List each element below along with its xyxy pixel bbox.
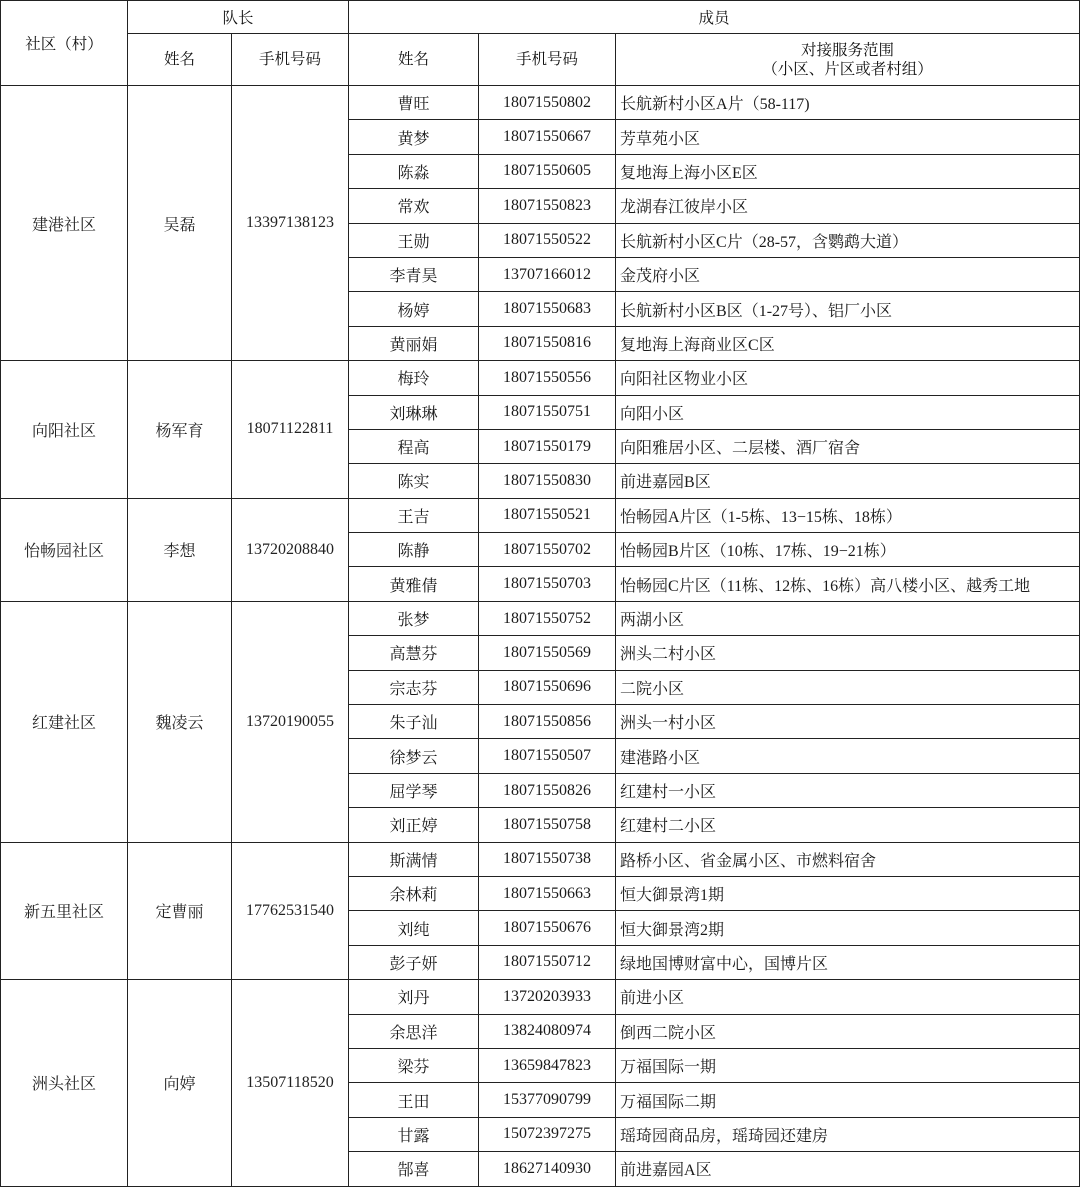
member-name-cell: 郜喜 <box>349 1152 479 1186</box>
member-phone-cell: 18071550179 <box>479 429 616 463</box>
community-cell: 红建社区 <box>1 601 128 842</box>
member-name-cell: 陈淼 <box>349 154 479 188</box>
member-phone-cell: 15377090799 <box>479 1083 616 1117</box>
member-name-cell: 常欢 <box>349 189 479 223</box>
service-scope-cell: 长航新村小区C片（28-57，含鹦鹉大道） <box>616 223 1080 257</box>
member-name-cell: 梁芬 <box>349 1048 479 1082</box>
member-name-cell: 程高 <box>349 429 479 463</box>
member-name-cell: 黄梦 <box>349 120 479 154</box>
service-scope-cell: 万福国际一期 <box>616 1048 1080 1082</box>
service-scope-cell: 复地海上海商业区C区 <box>616 326 1080 360</box>
service-scope-cell: 两湖小区 <box>616 601 1080 635</box>
service-scope-cell: 红建村一小区 <box>616 773 1080 807</box>
leader-phone-cell: 18071122811 <box>232 361 349 499</box>
header-service-scope-line2: （小区、片区或者村组） <box>762 59 933 78</box>
service-scope-cell: 向阳雅居小区、二层楼、酒厂宿舍 <box>616 429 1080 463</box>
member-phone-cell: 18071550738 <box>479 842 616 876</box>
member-name-cell: 杨婷 <box>349 292 479 326</box>
table-row <box>1 980 1080 1014</box>
service-scope-cell: 金茂府小区 <box>616 257 1080 291</box>
service-scope-cell: 长航新村小区A片（58-117) <box>616 86 1080 120</box>
community-cell: 怡畅园社区 <box>1 498 128 601</box>
member-name-cell: 屈学琴 <box>349 773 479 807</box>
header-service-scope-line1: 对接服务范围 <box>801 40 895 59</box>
service-scope-cell: 芳草苑小区 <box>616 120 1080 154</box>
leader-phone-cell: 13720208840 <box>232 498 349 601</box>
header-leader-name: 姓名 <box>128 34 232 86</box>
service-scope-cell: 倒西二院小区 <box>616 1014 1080 1048</box>
member-phone-cell: 18071550683 <box>479 292 616 326</box>
member-phone-cell: 18071550522 <box>479 223 616 257</box>
table-body <box>1 86 1080 1187</box>
member-name-cell: 李青昊 <box>349 257 479 291</box>
header-leader-phone: 手机号码 <box>232 34 349 86</box>
service-scope-cell: 恒大御景湾1期 <box>616 876 1080 910</box>
service-scope-cell: 洲头一村小区 <box>616 705 1080 739</box>
member-name-cell: 曹旺 <box>349 86 479 120</box>
member-phone-cell: 18071550521 <box>479 498 616 532</box>
header-leader-group: 队长 <box>128 1 349 34</box>
table-header <box>1 1 1080 86</box>
leader-phone-cell: 13507118520 <box>232 980 349 1186</box>
member-name-cell: 梅玲 <box>349 361 479 395</box>
header-member-phone: 手机号码 <box>479 34 616 86</box>
member-phone-cell: 13707166012 <box>479 257 616 291</box>
member-name-cell: 王勋 <box>349 223 479 257</box>
service-scope-cell: 前进嘉园B区 <box>616 464 1080 498</box>
leader-phone-cell: 13720190055 <box>232 601 349 842</box>
member-name-cell: 黄雅倩 <box>349 567 479 601</box>
member-phone-cell: 18071550816 <box>479 326 616 360</box>
member-phone-cell: 18071550830 <box>479 464 616 498</box>
header-row-2 <box>1 34 1080 86</box>
member-name-cell: 宗志芬 <box>349 670 479 704</box>
member-name-cell: 余思洋 <box>349 1014 479 1048</box>
member-phone-cell: 18071550823 <box>479 189 616 223</box>
leader-phone-cell: 17762531540 <box>232 842 349 980</box>
member-phone-cell: 18071550556 <box>479 361 616 395</box>
member-phone-cell: 18071550712 <box>479 945 616 979</box>
member-phone-cell: 18071550663 <box>479 876 616 910</box>
leader-phone-cell: 13397138123 <box>232 86 349 361</box>
service-scope-cell: 长航新村小区B区（1-27号）、铝厂小区 <box>616 292 1080 326</box>
table-row <box>1 601 1080 635</box>
member-name-cell: 刘丹 <box>349 980 479 1014</box>
member-phone-cell: 13659847823 <box>479 1048 616 1082</box>
member-name-cell: 陈静 <box>349 533 479 567</box>
member-phone-cell: 18071550802 <box>479 86 616 120</box>
service-scope-cell: 二院小区 <box>616 670 1080 704</box>
member-name-cell: 刘琳琳 <box>349 395 479 429</box>
member-phone-cell: 18071550826 <box>479 773 616 807</box>
service-scope-cell: 绿地国博财富中心，国博片区 <box>616 945 1080 979</box>
member-phone-cell: 18071550758 <box>479 808 616 842</box>
member-name-cell: 刘正婷 <box>349 808 479 842</box>
leader-name-cell: 向婷 <box>128 980 232 1186</box>
member-name-cell: 刘纯 <box>349 911 479 945</box>
service-scope-cell: 向阳小区 <box>616 395 1080 429</box>
member-phone-cell: 18071550752 <box>479 601 616 635</box>
leader-name-cell: 吴磊 <box>128 86 232 361</box>
table-row <box>1 361 1080 395</box>
member-name-cell: 张梦 <box>349 601 479 635</box>
header-community: 社区（村） <box>1 1 128 86</box>
service-scope-cell: 前进嘉园A区 <box>616 1152 1080 1186</box>
member-phone-cell: 18071550751 <box>479 395 616 429</box>
service-scope-cell: 路桥小区、省金属小区、市燃料宿舍 <box>616 842 1080 876</box>
member-name-cell: 黄丽娟 <box>349 326 479 360</box>
service-scope-cell: 瑶琦园商品房，瑶琦园还建房 <box>616 1117 1080 1151</box>
header-member-name: 姓名 <box>349 34 479 86</box>
leader-name-cell: 魏凌云 <box>128 601 232 842</box>
service-scope-cell: 万福国际二期 <box>616 1083 1080 1117</box>
leader-name-cell: 李想 <box>128 498 232 601</box>
member-phone-cell: 13824080974 <box>479 1014 616 1048</box>
member-name-cell: 彭子妍 <box>349 945 479 979</box>
member-name-cell: 高慧芬 <box>349 636 479 670</box>
table-row <box>1 498 1080 532</box>
member-phone-cell: 18627140930 <box>479 1152 616 1186</box>
header-member-group: 成员 <box>349 1 1080 34</box>
service-scope-cell: 洲头二村小区 <box>616 636 1080 670</box>
header-row-1 <box>1 1 1080 34</box>
service-scope-cell: 怡畅园C片区（11栋、12栋、16栋）高八楼小区、越秀工地 <box>616 567 1080 601</box>
member-phone-cell: 13720203933 <box>479 980 616 1014</box>
member-phone-cell: 18071550856 <box>479 705 616 739</box>
service-scope-cell: 复地海上海小区E区 <box>616 154 1080 188</box>
member-name-cell: 余林莉 <box>349 876 479 910</box>
member-name-cell: 徐梦云 <box>349 739 479 773</box>
member-name-cell: 甘露 <box>349 1117 479 1151</box>
community-cell: 向阳社区 <box>1 361 128 499</box>
service-scope-cell: 前进小区 <box>616 980 1080 1014</box>
service-scope-cell: 红建村二小区 <box>616 808 1080 842</box>
member-name-cell: 王田 <box>349 1083 479 1117</box>
leader-name-cell: 杨军育 <box>128 361 232 499</box>
member-phone-cell: 18071550667 <box>479 120 616 154</box>
member-name-cell: 王吉 <box>349 498 479 532</box>
member-phone-cell: 18071550703 <box>479 567 616 601</box>
member-phone-cell: 18071550676 <box>479 911 616 945</box>
leader-name-cell: 定曹丽 <box>128 842 232 980</box>
community-cell: 新五里社区 <box>1 842 128 980</box>
service-scope-cell: 建港路小区 <box>616 739 1080 773</box>
service-scope-cell: 向阳社区物业小区 <box>616 361 1080 395</box>
member-phone-cell: 15072397275 <box>479 1117 616 1151</box>
service-scope-cell: 怡畅园A片区（1-5栋、13−15栋、18栋） <box>616 498 1080 532</box>
member-phone-cell: 18071550702 <box>479 533 616 567</box>
header-service-scope <box>616 34 1080 86</box>
community-cell: 洲头社区 <box>1 980 128 1186</box>
member-name-cell: 斯满情 <box>349 842 479 876</box>
member-phone-cell: 18071550696 <box>479 670 616 704</box>
member-phone-cell: 18071550569 <box>479 636 616 670</box>
member-name-cell: 陈实 <box>349 464 479 498</box>
table-row <box>1 86 1080 120</box>
member-phone-cell: 18071550507 <box>479 739 616 773</box>
community-cell: 建港社区 <box>1 86 128 361</box>
service-scope-cell: 怡畅园B片区（10栋、17栋、19−21栋） <box>616 533 1080 567</box>
table-row <box>1 842 1080 876</box>
service-scope-cell: 龙湖春江彼岸小区 <box>616 189 1080 223</box>
service-scope-cell: 恒大御景湾2期 <box>616 911 1080 945</box>
member-name-cell: 朱子汕 <box>349 705 479 739</box>
member-phone-cell: 18071550605 <box>479 154 616 188</box>
